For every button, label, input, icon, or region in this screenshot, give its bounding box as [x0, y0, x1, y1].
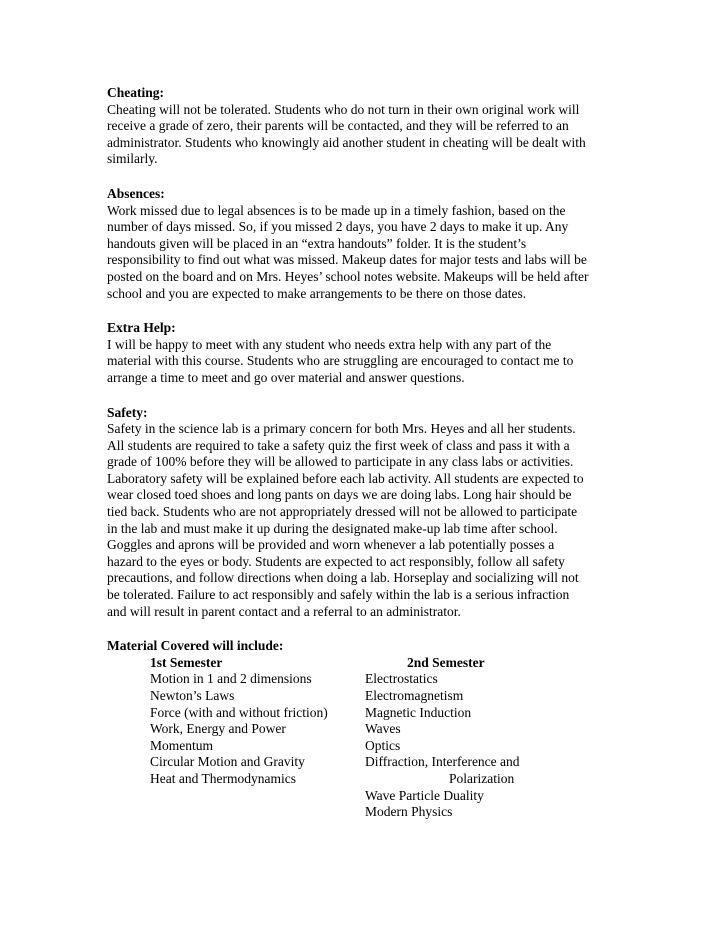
- semester-1-title: 1st Semester: [150, 654, 223, 670]
- topic-item: Heat and Thermodynamics: [150, 770, 296, 786]
- extra-help-section: [107, 320, 707, 386]
- paragraph-line: receive a grade of zero, their parents will be contacted, and they will be referred to an: [107, 118, 569, 134]
- topic-item: Electromagnetism: [365, 688, 464, 703]
- section-heading: Material Covered will include:: [107, 638, 284, 654]
- topic-item: Optics: [365, 737, 401, 753]
- semester-2-list: [365, 655, 520, 821]
- paragraph-line: Cheating will not be tolerated. Students who do not turn in their own original work will: [107, 101, 580, 117]
- paragraph-line: and will result in parent contact and a referral to an administrator.: [107, 603, 461, 619]
- paragraph-line: I will be happy to meet with any student who needs extra help with any part of the: [107, 336, 552, 352]
- semester-2-title: 2nd Semester: [407, 654, 485, 670]
- topic-item: Motion in 1 and 2 dimensions: [150, 671, 312, 687]
- paragraph-line: administrator. Students who knowingly aid another student in cheating will be dealt with: [107, 134, 586, 150]
- cheating-section: [107, 85, 707, 168]
- section-heading: Safety:: [107, 404, 148, 420]
- topic-item: Diffraction, Interference and: [365, 754, 520, 770]
- paragraph-line: precautions, and follow directions when doing a lab. Horseplay and socializing will not: [107, 570, 579, 586]
- safety-section: [107, 405, 707, 621]
- paragraph-line: responsibility to find out what was missed. Makeup dates for major tests and labs will be: [107, 252, 587, 268]
- paragraph-line: be tolerated. Failure to act responsibly and safely within the lab is a serious infraction: [107, 587, 570, 603]
- topic-item: Force (with and without friction): [150, 704, 328, 720]
- materials-section: [107, 638, 707, 855]
- paragraph-line: material with this course. Students who are struggling are encouraged to contact me to: [107, 353, 574, 369]
- semester-1-list: [150, 655, 328, 788]
- paragraph-line: Safety in the science lab is a primary concern for both Mrs. Heyes and all her students.: [107, 421, 576, 437]
- topic-item: Magnetic Induction: [365, 704, 472, 720]
- topic-item: Modern Physics: [365, 804, 453, 820]
- syllabus-body: [107, 85, 707, 855]
- topic-item: Momentum: [150, 737, 213, 753]
- paragraph-line: tied back. Students who are not appropriately dressed will not be allowed to participate: [107, 504, 578, 520]
- paragraph-line: hazard to the eyes or body. Students are expected to act responsibly, follow all safety: [107, 553, 565, 569]
- topic-item: Electrostatics: [365, 671, 438, 687]
- paragraph-line: All students are required to take a safety quiz the first week of class and pass it with a: [107, 437, 570, 453]
- paragraph-line: Goggles and aprons will be provided and worn whenever a lab potentially posses a: [107, 537, 555, 553]
- paragraph-line: school and you are expected to make arrangements to be there on those dates.: [107, 285, 527, 301]
- topic-item: Circular Motion and Gravity: [150, 754, 305, 770]
- topic-item: Newton’s Laws: [150, 688, 235, 703]
- topic-item: Work, Energy and Power: [150, 721, 286, 737]
- paragraph-line: in the lab and must make it up during the designated make-up lab time after school.: [107, 520, 558, 536]
- absences-section: [107, 186, 707, 302]
- topic-item: Polarization: [449, 770, 515, 786]
- paragraph-line: arrange a time to meet and go over material and answer questions.: [107, 369, 465, 385]
- paragraph-line: posted on the board and on Mrs. Heyes’ school notes website. Makeups will be held after: [107, 268, 589, 284]
- paragraph-line: Work missed due to legal absences is to be made up in a timely fashion, based on the: [107, 202, 566, 218]
- paragraph-line: grade of 100% before they will be allowed to participate in any class labs or activities.: [107, 454, 574, 470]
- topic-item: Wave Particle Duality: [365, 787, 484, 803]
- paragraph-line: number of days missed. So, if you missed 2 days, you have 2 days to make it up. Any: [107, 219, 569, 235]
- topic-item: Waves: [365, 721, 401, 737]
- semester-columns: [107, 655, 707, 855]
- section-heading: Cheating:: [107, 85, 164, 100]
- paragraph-line: handouts given will be placed in an “extra handouts” folder. It is the student’s: [107, 235, 527, 251]
- section-heading: Extra Help:: [107, 320, 176, 336]
- paragraph-line: wear closed toed shoes and long pants on days we are doing labs. Long hair should be: [107, 487, 572, 503]
- section-heading: Absences:: [107, 185, 165, 201]
- paragraph-line: Laboratory safety will be explained before each lab activity. All students are expected to: [107, 470, 584, 486]
- paragraph-line: similarly.: [107, 151, 158, 167]
